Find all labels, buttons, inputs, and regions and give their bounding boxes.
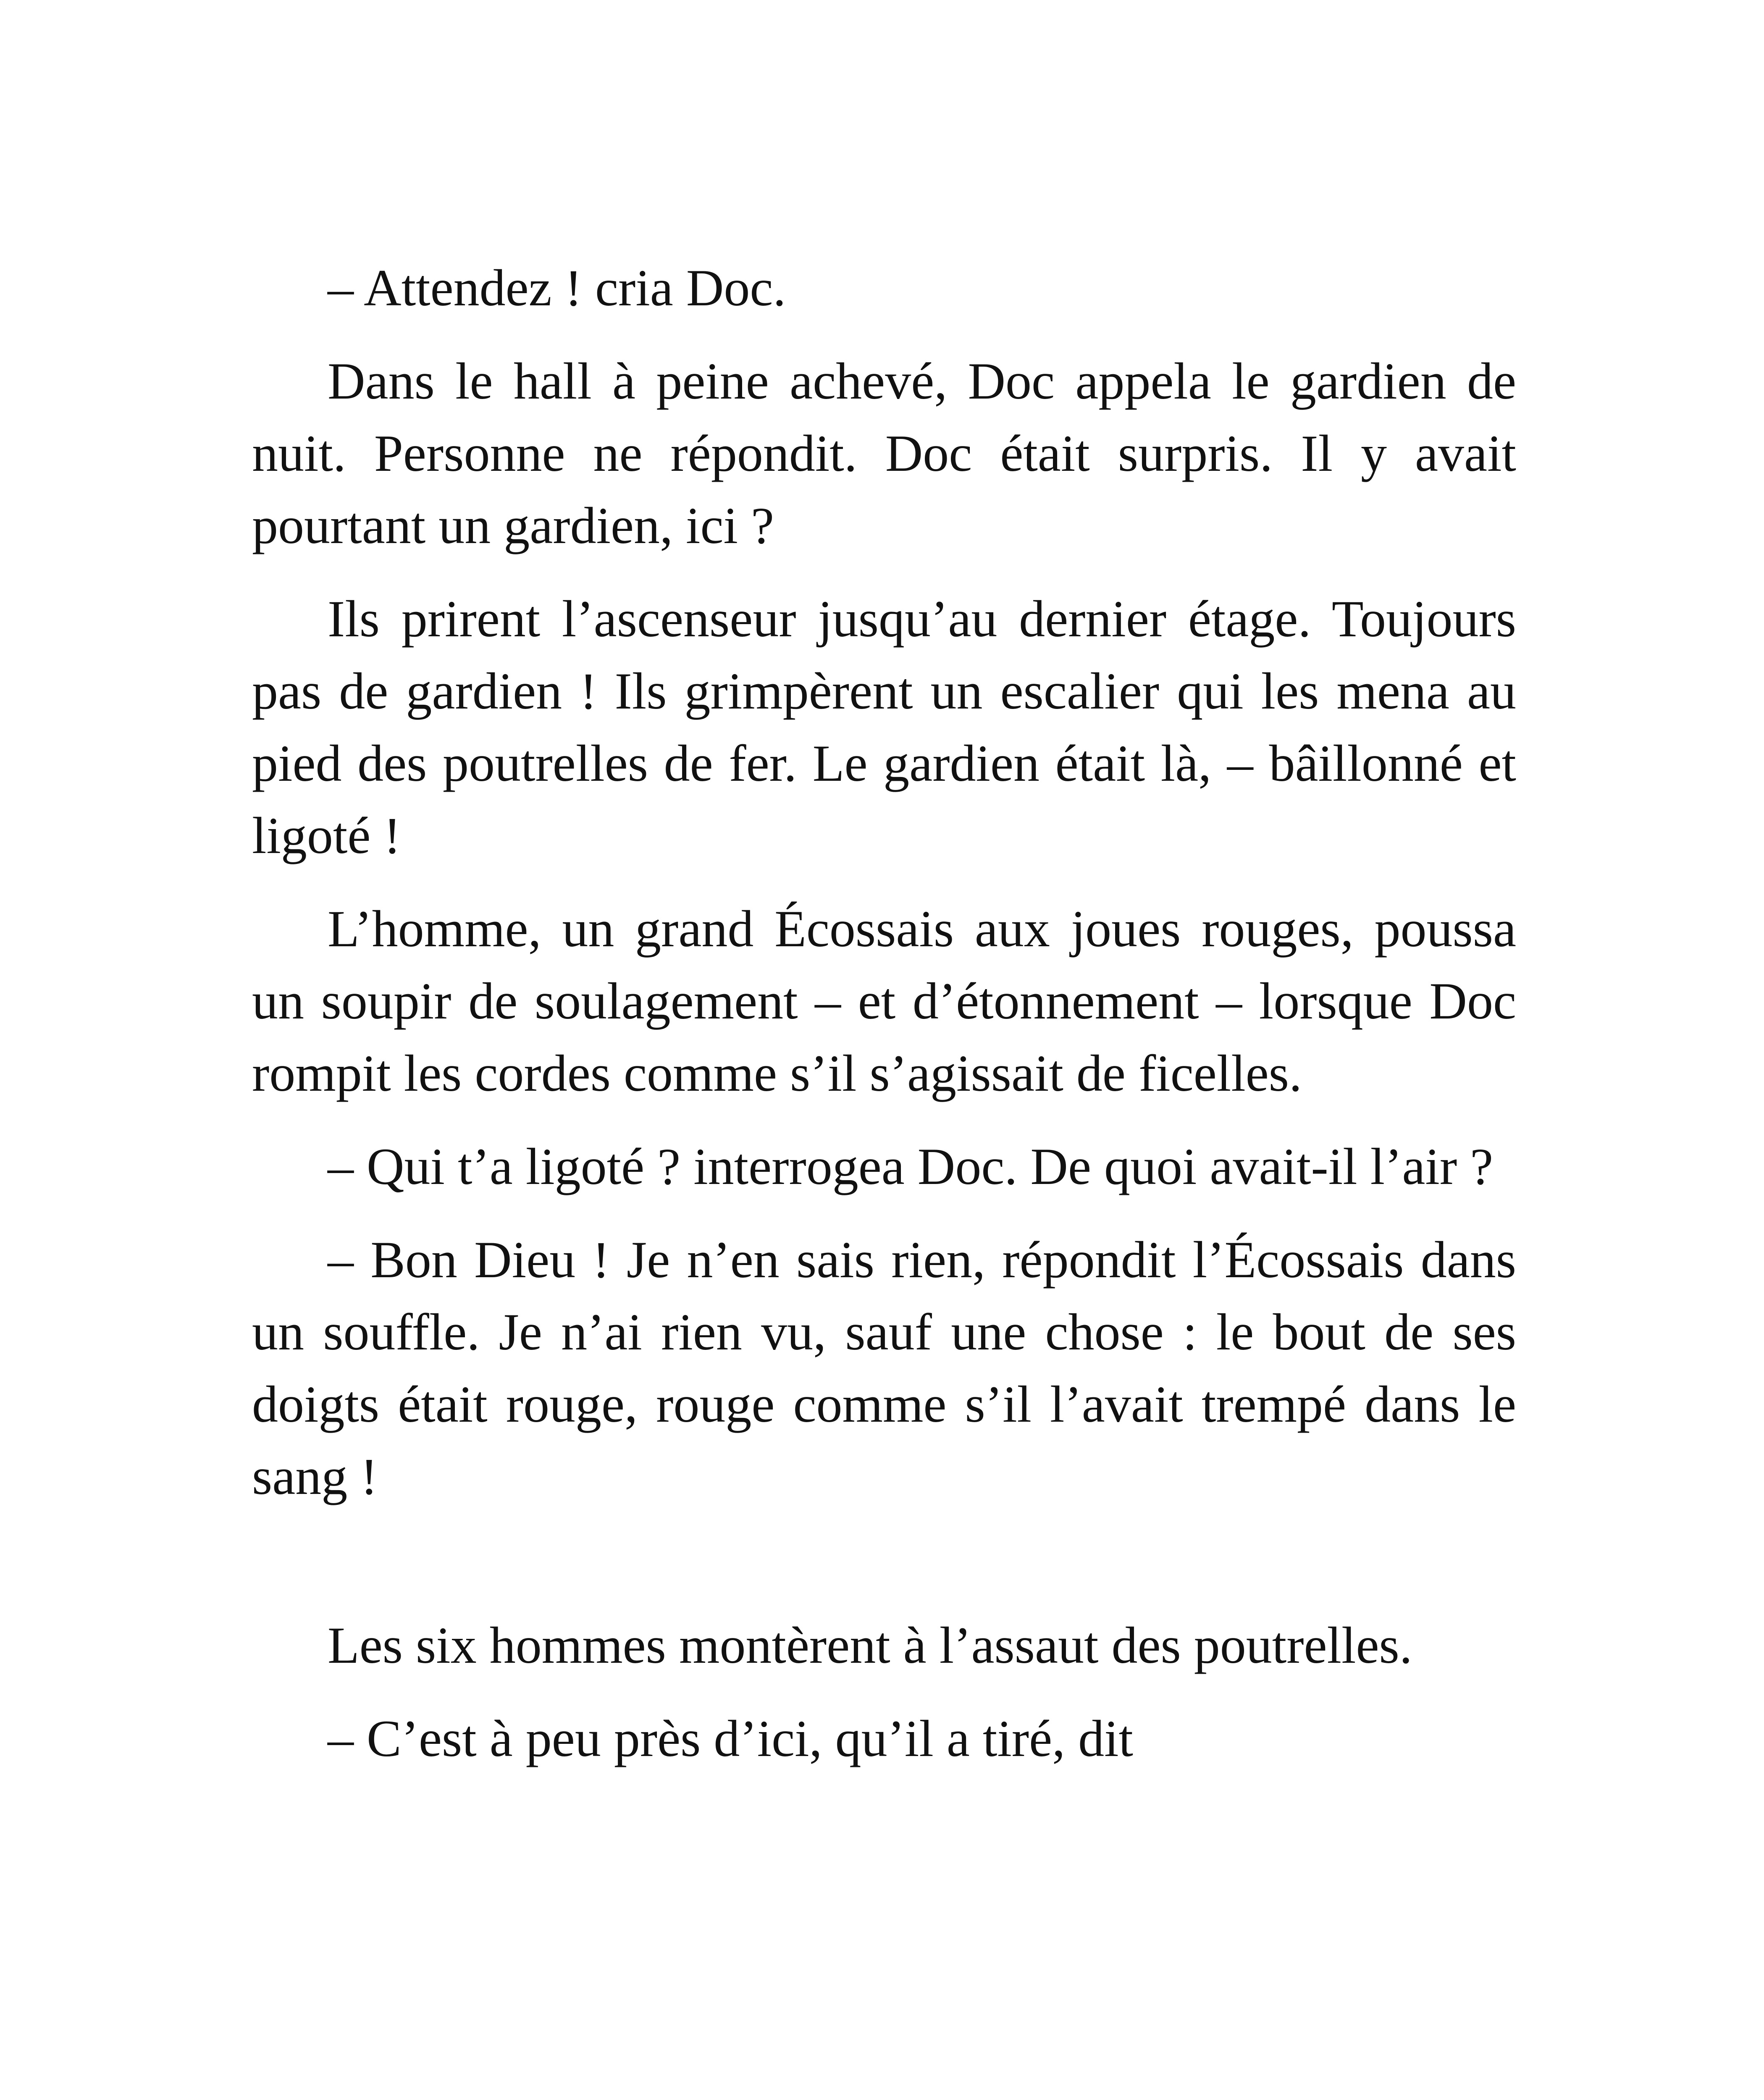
- paragraph-4: L’homme, un grand Écossais aux joues rouges, poussa un soupir de soulagement – et d’étonnement – lorsque Doc rompit les cordes comme s’il s’agissait de ficelles.: [252, 900, 1516, 1102]
- paragraph-3: Ils prirent l’ascenseur jusqu’au dernier étage. Toujours pas de gardien ! Ils grimpèrent un escalier qui les mena au pied des poutrelles de fer. Le gardien était là, – bâillonné et ligoté !: [252, 590, 1516, 864]
- paragraph-7: Les six hommes montèrent à l’assaut des poutrelles.: [328, 1617, 1412, 1674]
- paragraph-5: – Qui t’a ligoté ? interrogea Doc. De quoi avait-il l’air ?: [328, 1138, 1494, 1195]
- paragraph-8: – C’est à peu près d’ici, qu’il a tiré, dit: [328, 1710, 1134, 1767]
- paragraph-6: – Bon Dieu ! Je n’en sais rien, répondit l’Écossais dans un souffle. Je n’ai rien vu, sauf une chose : le bout de ses doigts était rouge, rouge comme s’il l’avait trempé dans le sang !: [252, 1231, 1516, 1505]
- paragraph-1: – Attendez ! cria Doc.: [328, 259, 786, 317]
- paragraph-2: Dans le hall à peine achevé, Doc appela le gardien de nuit. Personne ne répondit. Doc était surpris. Il y avait pourtant un gardien, ici ?: [252, 352, 1516, 554]
- body-text: [252, 252, 1516, 1796]
